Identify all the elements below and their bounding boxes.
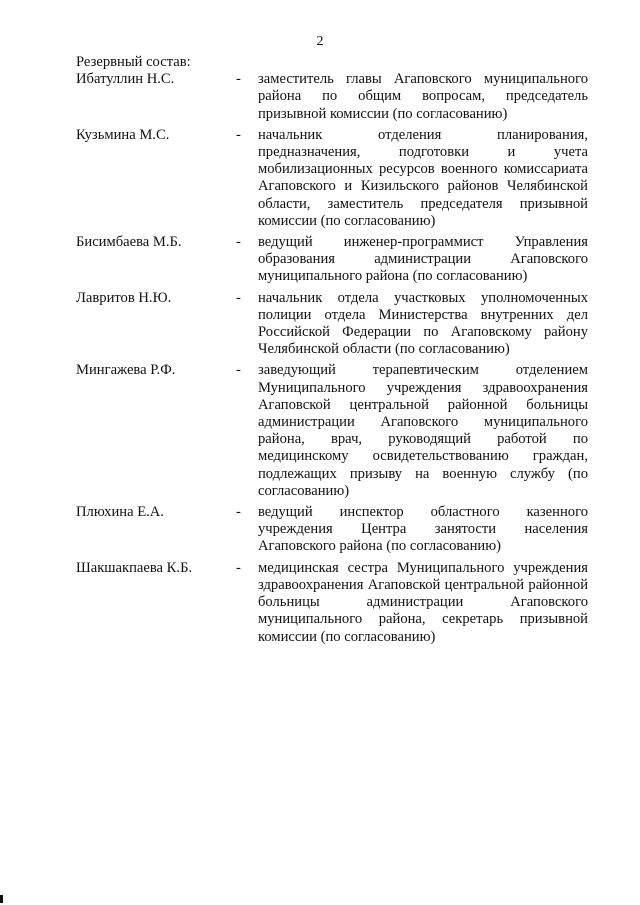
member-row	[76, 362, 588, 500]
member-role: заведующий терапевтическим отделением Муниципального учреждения здравоохранения Агаповской центральной районной больницы администрации Агаповского муниципального района, врач, руководящий работой по медицинскому освидетельствованию граждан, подлежащих призыву на военную службу (по согласованию)	[258, 362, 588, 499]
member-row	[76, 71, 588, 123]
member-name: Кузьмина М.С.	[76, 126, 170, 143]
member-row	[76, 290, 588, 359]
member-dash: -	[236, 234, 241, 251]
member-dash: -	[236, 126, 241, 143]
member-dash: -	[236, 362, 241, 379]
member-role: начальник отделения планирования, предназначения, подготовки и учета мобилизационных ресурсов военного комиссариата Агаповского и Кизильского районов Челябинской области, заместитель председателя призывной комиссии (по согласованию)	[258, 126, 588, 229]
member-dash: -	[236, 504, 241, 521]
member-role: начальник отдела участковых уполномоченных полиции отдела Министерства внутренних дел Российской Федерации по Агаповскому району Челябинской области (по согласованию)	[258, 289, 588, 358]
scan-edge-mark	[0, 895, 3, 903]
member-dash: -	[236, 289, 241, 306]
member-role: ведущий инженер-программист Управления образования администрации Агаповского муниципального района (по согласованию)	[258, 234, 588, 285]
document-body	[76, 54, 588, 650]
member-role: медицинская сестра Муниципального учреждения здравоохранения Агаповской центральной районной больницы администрации Агаповского муниципального района, секретарь призывной комиссии (по согласованию)	[258, 559, 588, 645]
page-number: 2	[316, 34, 324, 49]
member-dash: -	[236, 559, 241, 576]
member-name: Шакшакпаева К.Б.	[76, 559, 193, 576]
member-name: Бисимбаева М.Б.	[76, 234, 182, 251]
member-name: Лавритов Н.Ю.	[76, 289, 172, 306]
member-row	[76, 234, 588, 286]
member-role: заместитель главы Агаповского муниципального района по общим вопросам, председатель призывной комиссии (по согласованию)	[258, 71, 588, 122]
member-role: ведущий инспектор областного казенного учреждения Центра занятости населения Агаповского района (по согласованию)	[258, 504, 588, 555]
member-name: Плюхина Е.А.	[76, 504, 164, 521]
member-row	[76, 560, 588, 646]
member-name: Ибатуллин Н.С.	[76, 71, 175, 88]
member-row	[76, 504, 588, 556]
member-name: Мингажева Р.Ф.	[76, 362, 176, 379]
member-dash: -	[236, 71, 241, 88]
section-title: Резервный состав:	[76, 54, 191, 70]
member-row	[76, 127, 588, 230]
